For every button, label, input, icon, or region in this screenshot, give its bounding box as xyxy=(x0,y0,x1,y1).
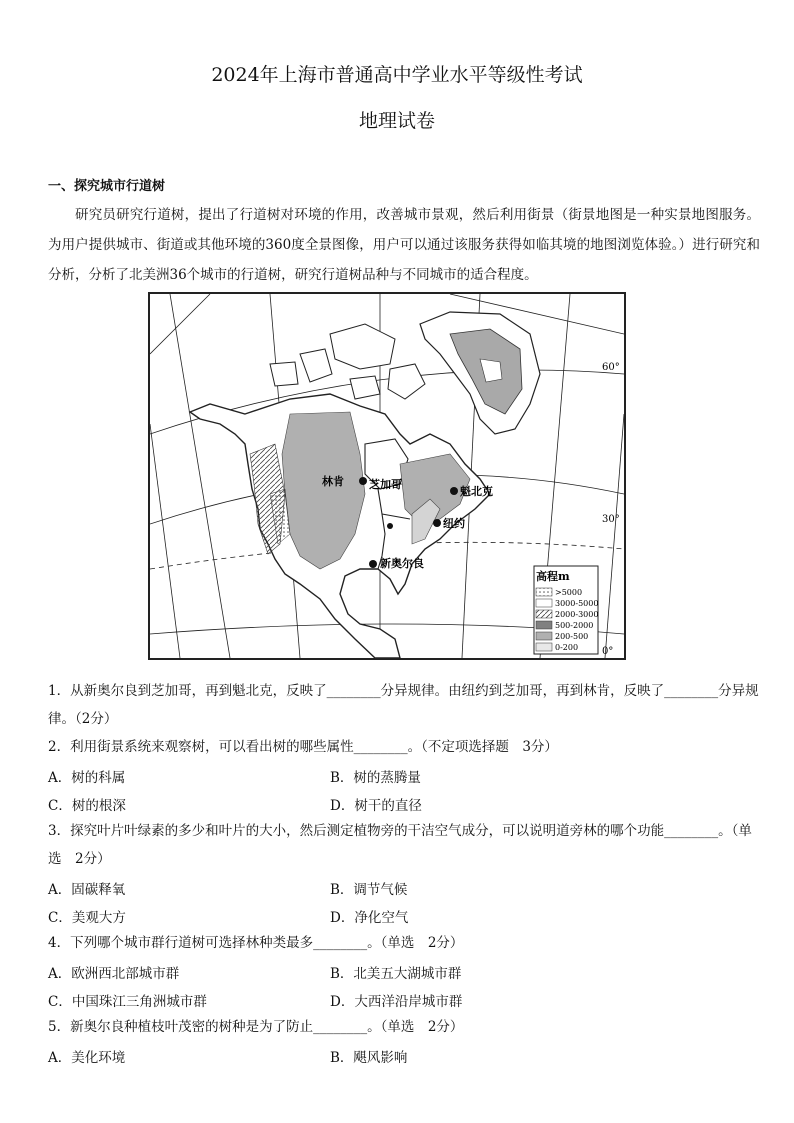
q3-option-c[interactable]: C．美观大方 xyxy=(48,910,126,926)
q5-option-a[interactable]: A．美化环境 xyxy=(48,1050,126,1066)
question-5: 5．新奥尔良种植枝叶茂密的树种是为了防止________。（单选 2分） xyxy=(48,1019,464,1035)
city-dot-chicago xyxy=(387,523,393,529)
q4-option-d[interactable]: D．大西洋沿岸城市群 xyxy=(330,994,463,1010)
city-dot-quebec xyxy=(450,487,458,495)
city-label-quebec: 魁北克 xyxy=(460,485,493,498)
legend-item: 2000-3000 xyxy=(555,610,599,619)
question-1: 1．从新奥尔良到芝加哥，再到魁北克，反映了________分异规律。由纽约到芝加哥，再到林肯，反映了________分异规律。（2分） xyxy=(48,683,759,727)
q2-option-c[interactable]: C．树的根深 xyxy=(48,798,126,814)
lat-label-30: 30° xyxy=(602,514,620,525)
legend-item: 3000-5000 xyxy=(555,599,599,608)
q2-option-a[interactable]: A．树的科属 xyxy=(48,770,126,786)
exam-title: 2024年上海市普通高中学业水平等级性考试 xyxy=(211,64,583,86)
greenland xyxy=(420,312,540,434)
city-label-lincoln: 林肯 xyxy=(322,475,344,488)
city-label-neworleans: 新奥尔良 xyxy=(380,557,424,570)
q4-option-b[interactable]: B．北美五大湖城市群 xyxy=(330,966,462,982)
intro-text: 研究员研究行道树，提出了行道树对环境的作用，改善城市景观，然后利用街景（街景地图是一种实景地图服务。为用户提供城市、街道或其他环境的360度全景图像，用户可以通过该服务获得如临其境的地图浏览体验。）进行研究和分析，分析了北美洲36个城市的行道树，研究行道树品种与不同城市的适合程度。 xyxy=(48,207,760,283)
q3-option-a[interactable]: A．固碳释氧 xyxy=(48,882,126,898)
q4-option-a[interactable]: A．欧洲西北部城市群 xyxy=(48,966,180,982)
q3-option-d[interactable]: D．净化空气 xyxy=(330,910,409,926)
north-america-map xyxy=(148,292,626,660)
legend-item: 500-2000 xyxy=(555,621,594,630)
q2-option-b[interactable]: B．树的蒸腾量 xyxy=(330,770,421,786)
arctic-islands xyxy=(270,324,425,399)
q4-option-c[interactable]: C．中国珠江三角洲城市群 xyxy=(48,994,207,1010)
city-dot-lincoln xyxy=(359,477,367,485)
q3-option-b[interactable]: B．调节气候 xyxy=(330,882,408,898)
legend-item: >5000 xyxy=(555,588,583,597)
question-4: 4．下列哪个城市群行道树可选择林种类最多________。（单选 2分） xyxy=(48,935,464,951)
legend-title: 高程m xyxy=(536,570,570,583)
intro-paragraph xyxy=(48,200,760,290)
legend-item: 0-200 xyxy=(555,643,579,652)
city-dot-neworleans xyxy=(369,560,377,568)
exam-subtitle: 地理试卷 xyxy=(358,110,435,132)
section-heading: 一、探究城市行道树 xyxy=(48,179,166,194)
question-2: 2．利用街景系统来观察树，可以看出树的哪些属性________。（不定项选择题 3分） xyxy=(48,739,558,755)
question-3: 3．探究叶片叶绿素的多少和叶片的大小，然后测定植物旁的干洁空气成分，可以说明道旁林的哪个功能________。（单选 2分） xyxy=(48,823,752,867)
lat-label-0: 0° xyxy=(602,646,614,657)
elevation-legend xyxy=(534,566,598,654)
city-label-chicago: 芝加哥 xyxy=(369,478,402,491)
city-dot-newyork xyxy=(433,519,441,527)
q5-option-b[interactable]: B．飓风影响 xyxy=(330,1050,408,1066)
city-label-newyork: 纽约 xyxy=(443,517,465,530)
lat-label-60: 60° xyxy=(602,362,620,373)
legend-item: 200-500 xyxy=(555,632,589,641)
q2-option-d[interactable]: D．树干的直径 xyxy=(330,798,422,814)
